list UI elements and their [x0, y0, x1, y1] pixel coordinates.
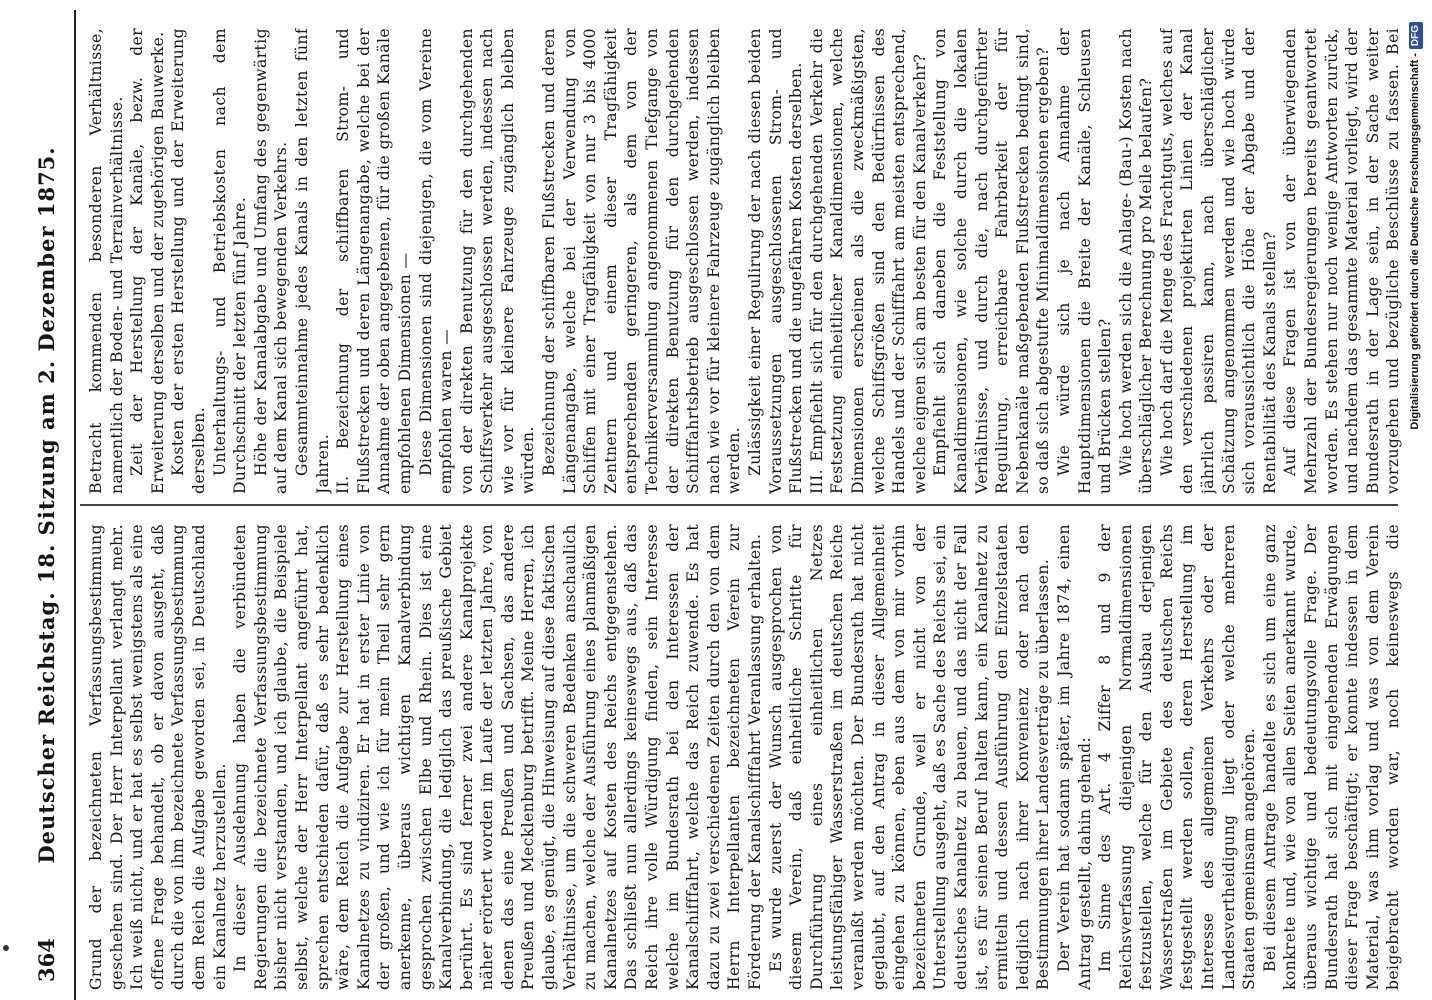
column-divider [80, 504, 1398, 506]
paragraph: Gesammteinnahme jedes Kanals in den letzten fünf Jahren. [292, 28, 332, 494]
paragraph: Empfiehlt sich daneben die Feststellung von Kanaldimensionen, wie solche durch die lokalen Verhältnisse, und durch die, nach durchgeführter Regulirung, erreichbare Fahrbarkeit der für Nebenkanäle maßgebenden Flußstrecken bedingt sind, so daß sich abgestufte Minimaldimensionen ergeben? [931, 28, 1053, 494]
paragraph: Zulässigkeit einer Regulirung der nach diesen beiden Voraussetzungen ausgeschlossenen Strom- und Flußstrecken und die ungefähren Kosten derselben. [746, 28, 806, 494]
page-title: Deutscher Reichstag. 18. Sitzung am 2. Dezember 1875. [34, 146, 59, 864]
paragraph: Es wurde zuerst der Wunsch ausgesprochen von diesem Verein, daß einheitliche Schritte für Durchführung eines einheitlichen Netzes leistungsfähiger Wasserstraßen im deutschen Reiche veranlaßt werden möchten. Der Bundesrath hat nicht geglaubt, auf den Antrag in dieser Allgemeinheit eingehen zu können, eben aus dem von mir vorhin bezeichneten Grunde, weil er nicht von der Unterstellung ausgeht, daß es Sache des Reichs sei, ein deutsches Kanalnetz zu bauen, und das nicht der Fall ist, es für seinen Beruf halten kann, ein Kanalnetz zu ermitteln und dessen Ausführung den Einzelstaaten lediglich nach ihrer Konvenienz oder nach den Bestimmungen ihrer Landesverträge zu überlassen. [766, 524, 1053, 990]
paragraph: Wie würde sich je nach Annahme der Hauptdimensionen die Breite der Kanäle, Schleusen und Brücken stellen? [1054, 28, 1115, 494]
paragraph: Auf diese Fragen ist von der überwiegenden Mehrzahl der Bundesregierungen bereits geantwortet worden. Es stehen nur noch wenige Antworten zurück, und nachdem das gesammte Material vorliegt, wird der Bundesrath in der Lage sein, in der Sache weiter vorzugehen und bezügliche Beschlüsse zu fassen. Bei [1281, 28, 1402, 494]
paragraph: Bezeichnung der schiffbaren Flußstrecken und deren Längenangabe, welche bei der Verwendung von Schiffen mit einer Tragfähigkeit von nur 3 bis 4000 Zentnern und einem dieser Tragfähigkeit entsprechenden geringeren, als dem von der Technikerversammlung angenommenen Tiefgange von der direkten Benutzung für den durchgehenden Schifffahrtsbetrieb ausgeschlossen werden, indessen nach wie vor für kleinere Fahrzeuge zugänglich bleiben werden. [540, 28, 744, 494]
paragraph: von der direkten Benutzung für den durchgehenden Schiffsverkehr ausgeschlossen werden, indessen nach wie vor für kleinere Fahrzeuge zugänglich bleiben würden. [457, 28, 538, 494]
header-rule [74, 10, 76, 1000]
paragraph: Grund der bezeichneten Verfassungsbestimmung geschehen sind. Der Herr Interpellant verlangt mehr. Ich weiß nicht, und er hat es selbst wenigstens als eine offene Frage behandelt, ob er davon ausgeht, daß durch die von ihm bezeichnete Verfassungsbestimmung dem Reich die Aufgabe geworden sei, in Deutschland ein Kanalnetz herzustellen. [87, 524, 229, 990]
left-column [86, 524, 1402, 990]
dfg-logo: DFG [1409, 22, 1423, 49]
quoted-paragraph: Im Sinne des Art. 4 Ziffer 8 und 9 der Reichsverfassung diejenigen Normaldimensionen festzustellen, welche für den Ausbau derjenigen Wasserstraßen im Gebiete des deutschen Reichs festgestellt werden sollen, deren Herstellung im Interesse des allgemeinen Verkehrs oder der Landesvertheidigung liegt oder welche mehreren Staaten gemeinsam angehören. [1096, 524, 1259, 990]
paragraph: In dieser Ausdehnung haben die verbündeten Regierungen die bezeichnete Verfassungsbestimmung bisher nicht verstanden, und ich glaube, die Beispiele selbst, welche der Herr Interpellant angeführt hat, sprechen entschieden dafür, daß es sehr bedenklich wäre, dem Reich die Aufgabe zur Herstellung eines Kanalnetzes zu vindiziren. Er hat in erster Linie von der großen, und wie ich für mein Theil sehr gern anerkenne, überaus wichtigen Kanalverbindung gesprochen zwischen Elbe und Rhein. Dies ist eine Kanalverbindung, die lediglich das preußische Gebiet berührt. Es sind ferner zwei andere Kanalprojekte näher erörtert worden im Laufe der letzten Jahre, von denen das eine Preußen und Sachsen, das andere Preußen und Mecklenburg betrifft. Meine Herren, ich glaube, es genügt, die Hinweisung auf diese faktischen Verhältnisse, um die schweren Bedenken anschaulich zu machen, welche der Ausführung eines planmäßigen Kanalnetzes auf Kosten des Reichs entgegenstehen. Das schließt nun allerdings keineswegs aus, daß das Reich ihre volle Würdigung finden, sein Interesse welche im Bundesrath bei den Interessen der Kanalschifffahrt, welche das Reich zuwende. Es hat dazu zu zwei verschiedenen Zeiten durch den von dem Herrn Interpellanten bezeichneten Verein zur Förderung der Kanalschifffahrt Veranlassung erhalten. [231, 524, 764, 990]
numbered-item-ii: II. Bezeichnung der schiffbaren Strom- und Flußstrecken und deren Längenangabe, welche bei der Annahme der oben angegebenen, für die großen Kanäle empfohlenen Dimensionen — [334, 28, 414, 494]
scan-mark [3, 945, 9, 951]
attribution-text [1405, 0, 1432, 1000]
attribution-label: Digitalisierung gefördert durch die Deutsche Forschungsgemeinschaft - [1409, 53, 1421, 430]
paragraph: Betracht kommenden besonderen Verhältnisse, namentlich der Boden- und Terrainverhältnisse. [87, 28, 126, 494]
right-column [86, 28, 1402, 494]
paragraph: Wie hoch werden sich die Anlage- (Bau-) Kosten nach überschläglicher Berechnung pro Meile belaufen? [1116, 28, 1156, 494]
paragraph: Bei diesem Antrage handelte es sich um eine ganz konkrete und, wie von allen Seiten anerkannt wurde, überaus wichtige und bedeutungsvolle Frage. Der Bundesrath hat sich mit eingehenden Erwägungen dieser Frage beschäftigt; er konnte indessen in dem Material, was ihm vorlag und was von dem Verein beigebracht worden war, noch keineswegs die [1260, 524, 1402, 990]
paragraph: Kosten der ersten Herstellung und der Erweiterung derselben. [169, 28, 208, 494]
paragraph: Höhe der Kanalabgabe und Umfang des gegenwärtig auf dem Kanal sich bewegenden Verkehrs. [251, 28, 291, 494]
page-number: 364 [34, 938, 59, 982]
document-page [30, 0, 1410, 1000]
numbered-item-iii: III. Empfiehlt sich für den durchgehenden Verkehr die Festsetzung einheitlicher Kanaldimensionen, welche Dimensionen erscheinen als die zweckmäßigsten, welche Schiffsgrößen sind den Bedürfnissen des Handels und der Schifffahrt am meisten entsprechend, welche eignen sich am besten für den Kanalverkehr? [807, 28, 929, 494]
paragraph: Zeit der Herstellung der Kanäle, bezw. der Erweiterung derselben und der zugehörigen Bauwerke. [128, 28, 167, 494]
paragraph: Wie hoch darf die Menge des Frachtguts, welches auf den verschiedenen projektirten Linien der Kanal jährlich passiren kann, nach überschläglicher Schätzung angenommen werden und wie hoch würde sich voraussichtlich die Höhe der Abgabe und der Rentabilität des Kanals stellen? [1157, 28, 1279, 494]
attribution-strip [1398, 0, 1432, 1000]
paragraph: Unterhaltungs- und Betriebskosten nach dem Durchschnitt der letzten fünf Jahre. [210, 28, 250, 494]
paragraph: Der Verein hat sodann später, im Jahre 1874, einen Antrag gestellt, dahin gehend: [1054, 524, 1094, 990]
page-header [30, 10, 74, 1000]
paragraph: Diese Dimensionen sind diejenigen, die vom Vereine empfohlen waren — [416, 28, 456, 494]
